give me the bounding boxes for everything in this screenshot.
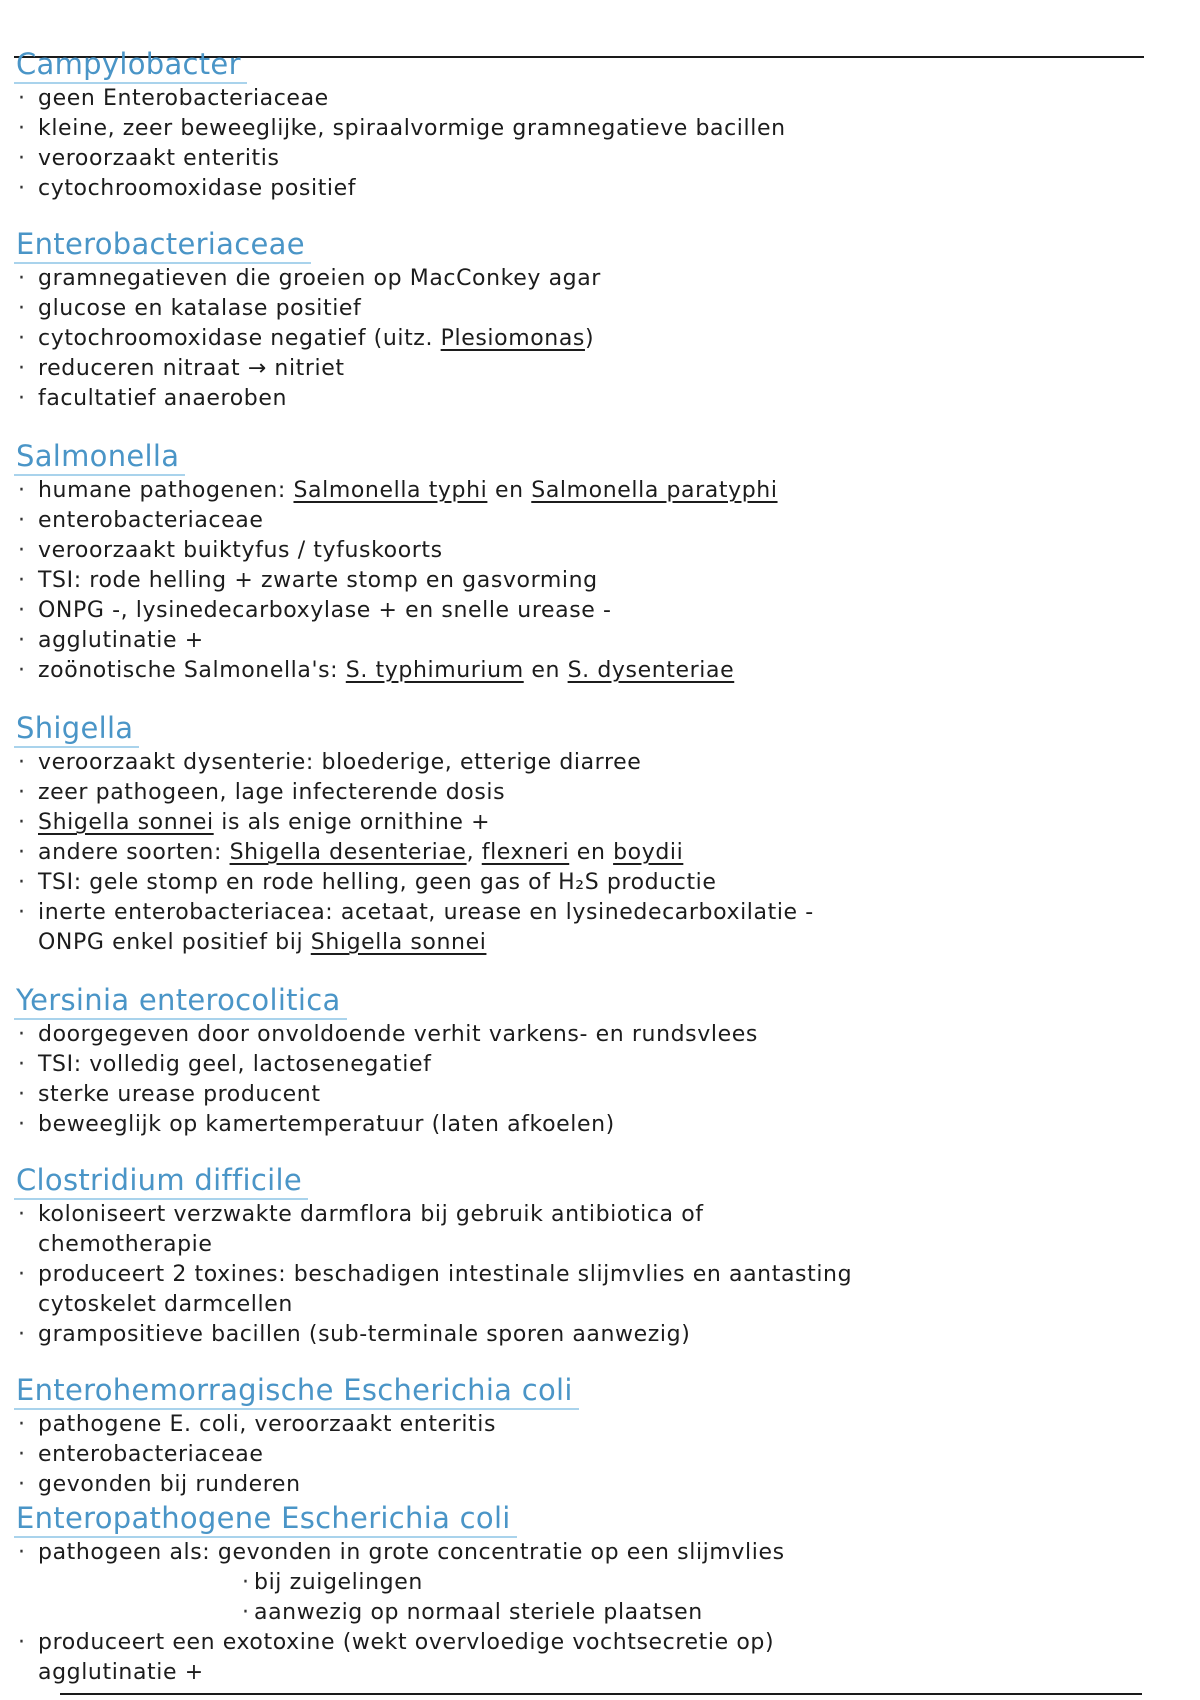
list-item: cytoskelet darmcellen [38, 1292, 293, 1317]
list-item: · pathogeen als: gevonden in grote concentratie op een slijmvlies [14, 1538, 1164, 1568]
species-name: Shigella desenteriae [229, 840, 467, 865]
list-item: · facultatief anaeroben [14, 384, 1164, 414]
species-name: Shigella sonnei [38, 810, 214, 835]
list-item: · reduceren nitraat → nitriet [14, 354, 1164, 384]
list-item: · grampositieve bacillen (sub-terminale sporen aanwezig) [14, 1320, 1164, 1350]
item-text: en [487, 478, 532, 503]
list-item: · zeer pathogeen, lage infecterende dosis [14, 778, 1164, 808]
item-text: en [569, 840, 614, 865]
item-text: cytochroomoxidase negatief (uitz. [38, 326, 441, 351]
list-item: · koloniseert verzwakte darmflora bij gebruik antibiotica of [14, 1200, 1164, 1230]
section-ehec [14, 1372, 1164, 1500]
bullet-list [14, 1020, 1164, 1140]
bullet-list [14, 264, 1164, 414]
list-item: agglutinatie + [38, 1660, 204, 1685]
section-clostridium [14, 1162, 1164, 1350]
list-item [14, 838, 1164, 868]
list-item: · sterke urease producent [14, 1080, 1164, 1110]
item-text: humane pathogenen: [38, 478, 294, 503]
section-enterobacteriaceae [14, 226, 1164, 414]
list-item: · agglutinatie + [14, 626, 1164, 656]
species-name: flexneri [481, 840, 570, 865]
bullet-list [14, 748, 1164, 958]
species-name: S. typhimurium [345, 658, 524, 683]
bullet-list [14, 84, 1164, 204]
item-text: en [523, 658, 568, 683]
item-text: andere soorten: [38, 840, 230, 865]
list-item: · veroorzaakt buiktyfus / tyfuskoorts [14, 536, 1164, 566]
list-item: · doorgegeven door onvoldoende verhit varkens- en rundsvlees [14, 1020, 1164, 1050]
list-item: · aanwezig op normaal steriele plaatsen [14, 1598, 1164, 1628]
bottom-rule [60, 1693, 1142, 1695]
list-item: chemotherapie [38, 1232, 213, 1257]
list-item: · beweeglijk op kamertemperatuur (laten afkoelen) [14, 1110, 1164, 1140]
species-name: boydii [613, 840, 684, 865]
list-item: · produceert een exotoxine (wekt overvloedige vochtsecretie op) [14, 1628, 1164, 1658]
section-title: Salmonella [14, 438, 185, 476]
section-title: Enteropathogene Escherichia coli [14, 1500, 517, 1538]
list-item: · produceert 2 toxines: beschadigen intestinale slijmvlies en aantasting [14, 1260, 1164, 1290]
item-text: ) [584, 326, 595, 351]
bullet-list [14, 1538, 1164, 1688]
list-item [14, 324, 1164, 354]
list-item: · TSI: rode helling + zwarte stomp en gasvorming [14, 566, 1164, 596]
bullet-list [14, 1200, 1164, 1350]
item-text: zoönotische Salmonella's: [38, 658, 346, 683]
list-item [14, 928, 1164, 958]
section-salmonella [14, 438, 1164, 686]
list-item: · cytochroomoxidase positief [14, 174, 1164, 204]
list-item: · ONPG -, lysinedecarboxylase + en snelle urease - [14, 596, 1164, 626]
list-item: · gramnegatieven die groeien op MacConkey agar [14, 264, 1164, 294]
list-item: · gevonden bij runderen [14, 1470, 1164, 1500]
list-item [14, 476, 1164, 506]
species-name: Shigella sonnei [310, 930, 487, 955]
species-name: Salmonella paratyphi [531, 478, 778, 503]
section-title: Shigella [14, 710, 139, 748]
list-item [14, 656, 1164, 686]
list-item: · geen Enterobacteriaceae [14, 84, 1164, 114]
list-item: · TSI: gele stomp en rode helling, geen gas of H₂S productie [14, 868, 1164, 898]
section-shigella [14, 710, 1164, 958]
species-name: Salmonella typhi [293, 478, 488, 503]
list-item: · TSI: volledig geel, lactosenegatief [14, 1050, 1164, 1080]
section-title: Yersinia enterocolitica [14, 982, 347, 1020]
section-yersinia [14, 982, 1164, 1140]
section-title: Enterobacteriaceae [14, 226, 311, 264]
list-item: · veroorzaakt dysenterie: bloederige, etterige diarree [14, 748, 1164, 778]
section-title: Enterohemorragische Escherichia coli [14, 1372, 579, 1410]
item-text: , [466, 840, 482, 865]
bullet-list [14, 1410, 1164, 1500]
list-item: · enterobacteriaceae [14, 1440, 1164, 1470]
section-title: Clostridium difficile [14, 1162, 308, 1200]
section-campylobacter [14, 46, 1164, 204]
bullet-list [14, 476, 1164, 686]
list-item: · pathogene E. coli, veroorzaakt enteritis [14, 1410, 1164, 1440]
section-title: Campylobacter [14, 46, 247, 84]
list-item [14, 808, 1164, 838]
species-name: S. dysenteriae [567, 658, 735, 683]
list-item: · glucose en katalase positief [14, 294, 1164, 324]
list-item: · veroorzaakt enteritis [14, 144, 1164, 174]
list-item: · kleine, zeer beweeglijke, spiraalvormige gramnegatieve bacillen [14, 114, 1164, 144]
list-item: · enterobacteriaceae [14, 506, 1164, 536]
item-text: is als enige ornithine + [213, 810, 491, 835]
genus-name: Plesiomonas [440, 326, 585, 351]
item-text: ONPG enkel positief bij [38, 930, 311, 955]
list-item: · inerte enterobacteriacea: acetaat, urease en lysinedecarboxilatie - [14, 898, 1164, 928]
list-item: · bij zuigelingen [14, 1568, 1164, 1598]
section-epec [14, 1500, 1164, 1688]
